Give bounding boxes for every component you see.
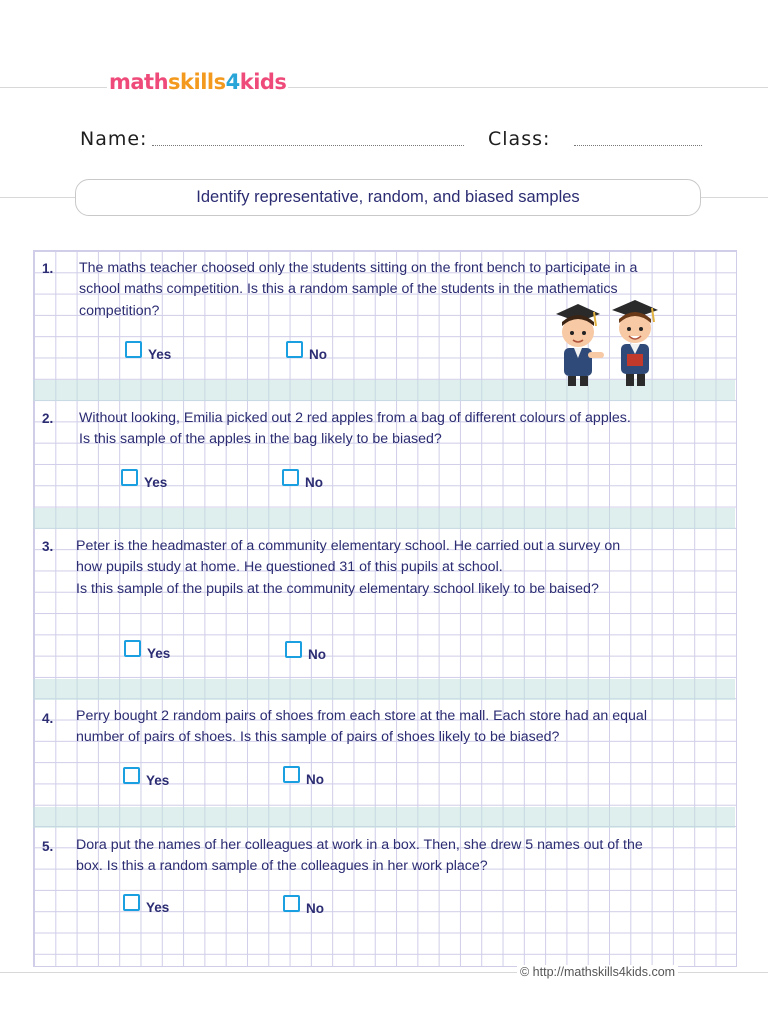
yes-option[interactable]: Yes	[124, 641, 170, 661]
name-field[interactable]	[152, 145, 464, 146]
question-number: 4.	[42, 711, 54, 726]
question-text: Perry bought 2 random pairs of shoes from each store at the mall. Each store had an equal number of pairs of shoes. Is this sample of pairs of shoes likely to be biased?	[76, 708, 647, 746]
graduate-kids-illustration	[548, 296, 666, 390]
checkbox-icon[interactable]	[121, 469, 138, 486]
checkbox-icon[interactable]	[125, 341, 142, 358]
question-text: Peter is the headmaster of a community elementary school. He carried out a survey on how pupils study at home. He questioned 31 of this pupils at school. Is this sample of the pupils at the community elementary school likely to be baised?	[76, 538, 621, 597]
question-number: 2.	[42, 411, 54, 426]
checkbox-icon[interactable]	[283, 895, 300, 912]
checkbox-icon[interactable]	[286, 341, 303, 358]
checkbox-icon[interactable]	[123, 767, 140, 784]
no-option[interactable]: No	[283, 767, 324, 787]
class-label: Class:	[488, 128, 551, 150]
class-field[interactable]	[574, 145, 702, 146]
yes-option[interactable]: Yes	[123, 895, 169, 915]
checkbox-icon[interactable]	[282, 469, 299, 486]
no-option[interactable]: No	[283, 896, 324, 916]
question-number: 1.	[42, 261, 54, 276]
checkbox-icon[interactable]	[283, 766, 300, 783]
separator-band	[33, 508, 735, 529]
student-info-row	[80, 128, 710, 156]
separator-band	[33, 807, 735, 828]
yes-option[interactable]: Yes	[121, 470, 167, 490]
question-number: 5.	[42, 839, 54, 854]
yes-option[interactable]: Yes	[125, 342, 171, 362]
yes-option[interactable]: Yes	[123, 768, 169, 788]
question-text: Without looking, Emilia picked out 2 red apples from a bag of different colours of apples. Is this sample of the apples in the bag likely to be biased?	[79, 410, 631, 448]
no-option[interactable]: No	[286, 342, 327, 362]
question-number: 3.	[42, 539, 54, 554]
no-option[interactable]: No	[282, 470, 323, 490]
checkbox-icon[interactable]	[123, 894, 140, 911]
checkbox-icon[interactable]	[285, 641, 302, 658]
checkbox-icon[interactable]	[124, 640, 141, 657]
worksheet-title: Identify representative, random, and biased samples	[75, 179, 701, 216]
no-option[interactable]: No	[285, 642, 326, 662]
footer-copyright[interactable]: © http://mathskills4kids.com	[517, 965, 678, 979]
separator-band	[33, 679, 735, 700]
question-text: The maths teacher choosed only the students sitting on the front bench to participate in a school maths competition. Is this a random sample of the students in the mathematics competition?	[79, 260, 638, 319]
name-label: Name:	[80, 128, 148, 150]
site-logo: mathskills4kids	[109, 70, 287, 94]
question-text: Dora put the names of her colleagues at work in a box. Then, she drew 5 names out of the box. Is this a random sample of the colleagues in her work place?	[76, 837, 643, 875]
